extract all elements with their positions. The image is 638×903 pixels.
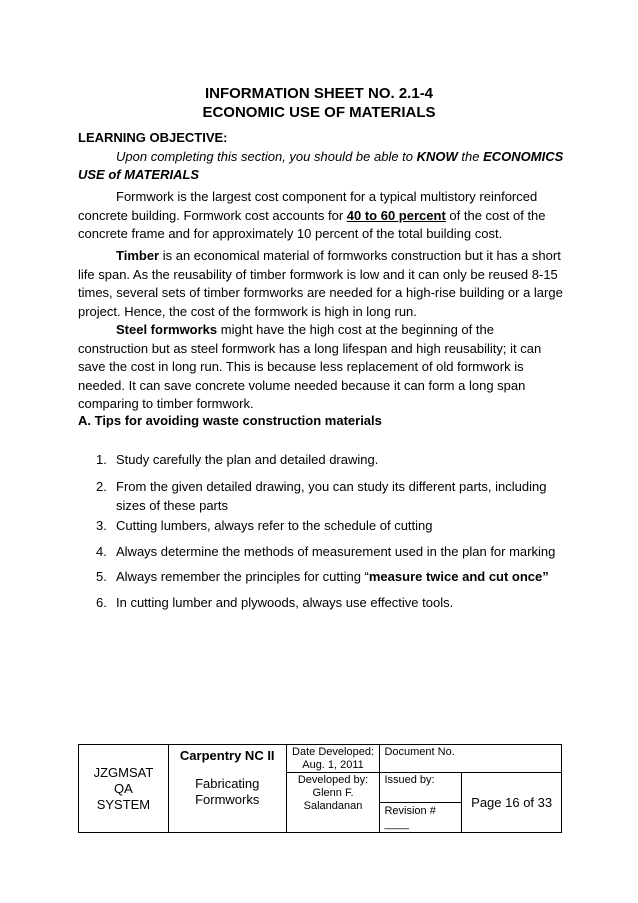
course-title: Carpentry NC II xyxy=(179,748,275,763)
title-line-2: ECONOMIC USE OF MATERIALS xyxy=(202,104,436,121)
footer-org-cell: JZGMSAT QA SYSTEM xyxy=(79,745,169,833)
p3-line-1: Steel formworks might have the high cost at the beginning of the xyxy=(116,322,494,337)
learning-objective-section xyxy=(78,129,564,185)
title-line-1: INFORMATION SHEET NO. 2.1-4 xyxy=(204,85,434,102)
p1-line-2: concrete building. Formwork cost accounts for 40 to 60 percent of the cost of the xyxy=(78,207,546,223)
tips-heading: A. Tips for avoiding waste construction materials xyxy=(78,413,382,428)
p2-line-3: times, several sets of timber formworks are needed for a high-rise building or a large xyxy=(78,285,563,300)
page-number: Page 16 of 33 xyxy=(462,773,562,833)
module-title-line-1: Fabricating xyxy=(195,776,260,791)
footer-date-cell: Date Developed: Aug. 1, 2011 xyxy=(286,745,380,773)
p1-line-1: Formwork is the largest cost component for a typical multistory reinforced xyxy=(116,189,538,204)
paragraph-steel xyxy=(78,321,564,414)
objective-line-1: Upon completing this section, you should be able to KNOW the ECONOMICS xyxy=(116,148,564,164)
list-item: 5. Always remember the principles for cutting “measure twice and cut once” xyxy=(96,569,549,584)
module-title-line-2: Formworks xyxy=(195,792,260,807)
document-footer-table xyxy=(78,744,562,833)
list-item: 4. Always determine the methods of measurement used in the plan for marking xyxy=(96,544,556,559)
paragraph-timber xyxy=(78,247,564,321)
objective-line-2: USE of MATERIALS xyxy=(78,167,200,182)
footer-revision-cell: Revision # ____ xyxy=(380,803,462,833)
list-item: 1. Study carefully the plan and detailed drawing. xyxy=(96,452,379,467)
footer-course-cell xyxy=(168,745,286,833)
p3-line-2: construction but as steel formwork has a long lifespan and high reusability; it can xyxy=(78,340,542,356)
footer-document-no-cell: Document No. xyxy=(380,745,562,773)
objective-heading: LEARNING OBJECTIVE: xyxy=(78,130,228,145)
list-item: 6. In cutting lumber and plywoods, always use effective tools. xyxy=(96,595,454,610)
p2-line-2: life span. As the reusability of timber formwork is low and it can only be reused 8-15 xyxy=(78,266,558,282)
p3-line-5: comparing to timber formwork. xyxy=(78,396,254,411)
footer-developer-cell: Developed by: Glenn F. Salandanan xyxy=(286,773,380,833)
p1-line-3: concrete frame and for approximately 10 percent of the total building cost. xyxy=(78,226,503,241)
p2-line-4: project. Hence, the cost of the formwork is high in long run. xyxy=(78,303,417,319)
p2-line-1: Timber is an economical material of formworks construction but it has a short xyxy=(116,248,561,263)
paragraph-formwork xyxy=(78,188,564,244)
p3-line-3: save the cost in long run. This is because less replacement of old formwork is xyxy=(78,359,524,374)
footer-issued-cell: Issued by: xyxy=(380,773,462,803)
list-item: 2. From the given detailed drawing, you can study its different parts, including sizes of these parts xyxy=(96,479,547,513)
list-item: 3. Cutting lumbers, always refer to the schedule of cutting xyxy=(96,518,433,533)
p3-line-4: needed. It can save concrete volume needed because it can form a long span xyxy=(78,377,526,393)
